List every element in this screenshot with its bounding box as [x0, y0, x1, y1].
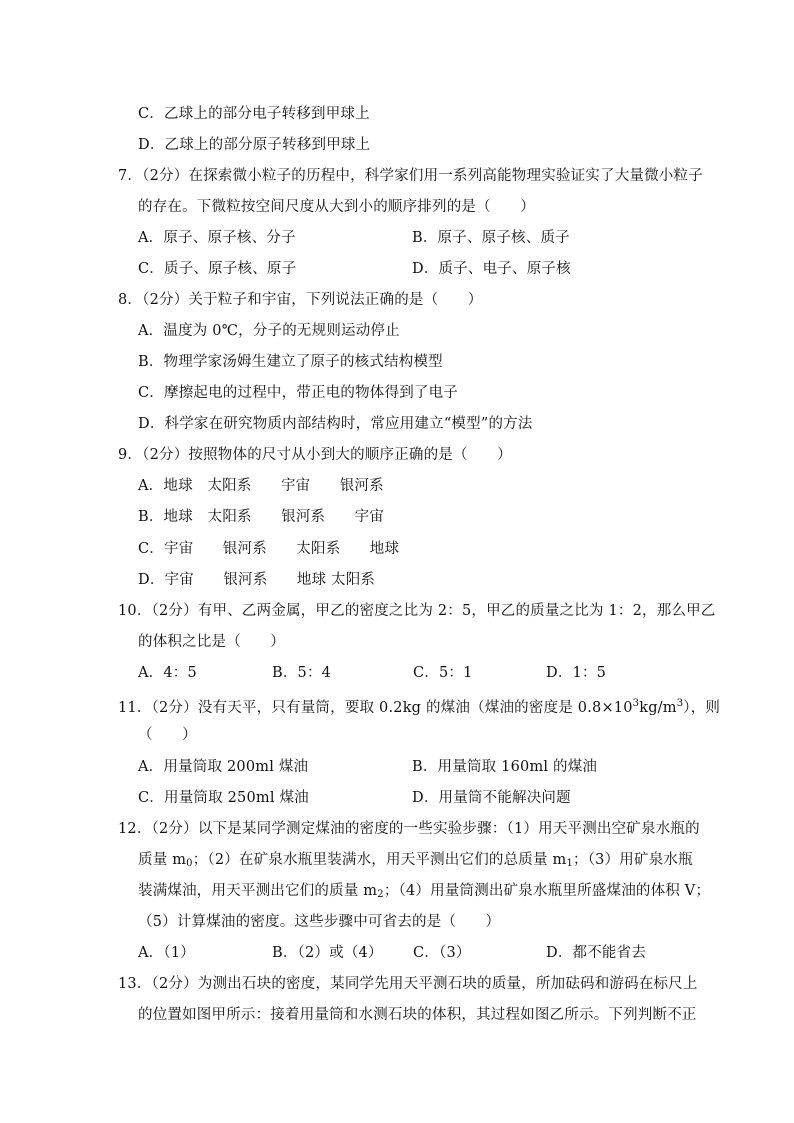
q13-stem-line2: 的位置如图甲所示：接着用量筒和水测石块的体积，其过程如图乙所示。下列判断不正 — [138, 1007, 697, 1023]
q7-stem-line1: 7．（2分）在探索微小粒子的历程中，科学家们用一系列高能物理实验证实了大量微小粒子 — [118, 168, 703, 184]
q12-stem-line4: （5）计算煤油的密度。这些步骤中可省去的是（ ） — [138, 914, 501, 930]
q11-stem-line2: （ ） — [138, 727, 197, 743]
q9-option-c: C．宇宙 银河系 太阳系 地球 — [138, 541, 400, 557]
q13-stem-line1: 13．（2分）为测出石块的密度，某同学先用天平测石块的质量，所加砝码和游码在标尺上 — [118, 976, 698, 992]
q9-option-b: B．地球 太阳系 银河系 宇宙 — [138, 509, 385, 525]
q10-stem-line2: 的体积之比是（ ） — [138, 634, 285, 650]
q12-stem-line2: 质量 $m_0$；（2）在矿泉水瓶里装满水，用天平测出它们的总质量 $m_1$；（3）用矿泉水瓶 — [138, 852, 693, 869]
q11-option-d: D．用量筒不能解决问题 — [412, 790, 571, 806]
q6-option-d: D．乙球上的部分原子转移到甲球上 — [138, 137, 371, 153]
q7-option-d: D．质子、电子、原子核 — [412, 261, 571, 277]
q12-option-c: C．（3） — [413, 945, 471, 961]
q12-option-b: B．（2）或（4） — [272, 945, 383, 961]
q12-option-a: A．（1） — [138, 945, 195, 961]
q8-option-c: C．摩擦起电的过程中，带正电的物体得到了电子 — [138, 385, 458, 401]
q10-option-d: D．1：5 — [546, 665, 607, 681]
q12-stem-line3: 装满煤油，用天平测出它们的质量 $m_2$；（4）用量筒测出矿泉水瓶里所盛煤油的体积 V； — [138, 883, 711, 900]
q11-stem-line1: 11．（2分）没有天平，只有量筒，要取 0.2kg 的煤油（煤油的密度是 $0.8\times 10^3kg/m^3$），则 — [118, 698, 721, 716]
q8-option-a: A．温度为 0℃，分子的无规则运动停止 — [138, 323, 400, 339]
q10-stem-line1: 10．（2分）有甲、乙两金属，甲乙的密度之比为 2：5，甲乙的质量之比为 1：2，那么甲乙 — [118, 603, 716, 619]
q10-option-b: B．5：4 — [272, 665, 332, 681]
q9-option-a: A．地球 太阳系 宇宙 银河系 — [138, 478, 384, 494]
q12-option-d: D．都不能省去 — [546, 945, 647, 961]
q11-option-a: A．用量筒取 200ml 煤油 — [138, 759, 309, 775]
q9-option-d: D．宇宙 银河系 地球 太阳系 — [138, 572, 376, 588]
q8-option-d: D．科学家在研究物质内部结构时，常应用建立“模型”的方法 — [138, 416, 533, 432]
q10-option-a: A．4：5 — [138, 665, 197, 681]
q8-option-b: B．物理学家汤姆生建立了原子的核式结构模型 — [138, 354, 443, 370]
q10-option-c: C．5：1 — [413, 665, 473, 681]
q6-option-c: C．乙球上的部分电子转移到甲球上 — [138, 106, 370, 122]
q12-stem-line1: 12．（2分）以下是某同学测定煤油的密度的一些实验步骤：（1）用天平测出空矿泉水瓶的 — [118, 821, 700, 837]
q11-option-c: C．用量筒取 250ml 煤油 — [138, 790, 309, 806]
q7-option-b: B．原子、原子核、质子 — [412, 230, 570, 246]
q7-option-a: A．原子、原子核、分子 — [138, 230, 296, 246]
q11-option-b: B．用量筒取 160ml 的煤油 — [412, 759, 598, 775]
q7-stem-line2: 的存在。下微粒按空间尺度从大到小的顺序排列的是（ ） — [138, 199, 535, 215]
q9-stem: 9．（2分）按照物体的尺寸从小到大的顺序正确的是（ ） — [118, 447, 512, 463]
q7-option-c: C．质子、原子核、原子 — [138, 261, 297, 277]
q8-stem: 8．（2分）关于粒子和宇宙，下列说法正确的是（ ） — [118, 292, 483, 308]
